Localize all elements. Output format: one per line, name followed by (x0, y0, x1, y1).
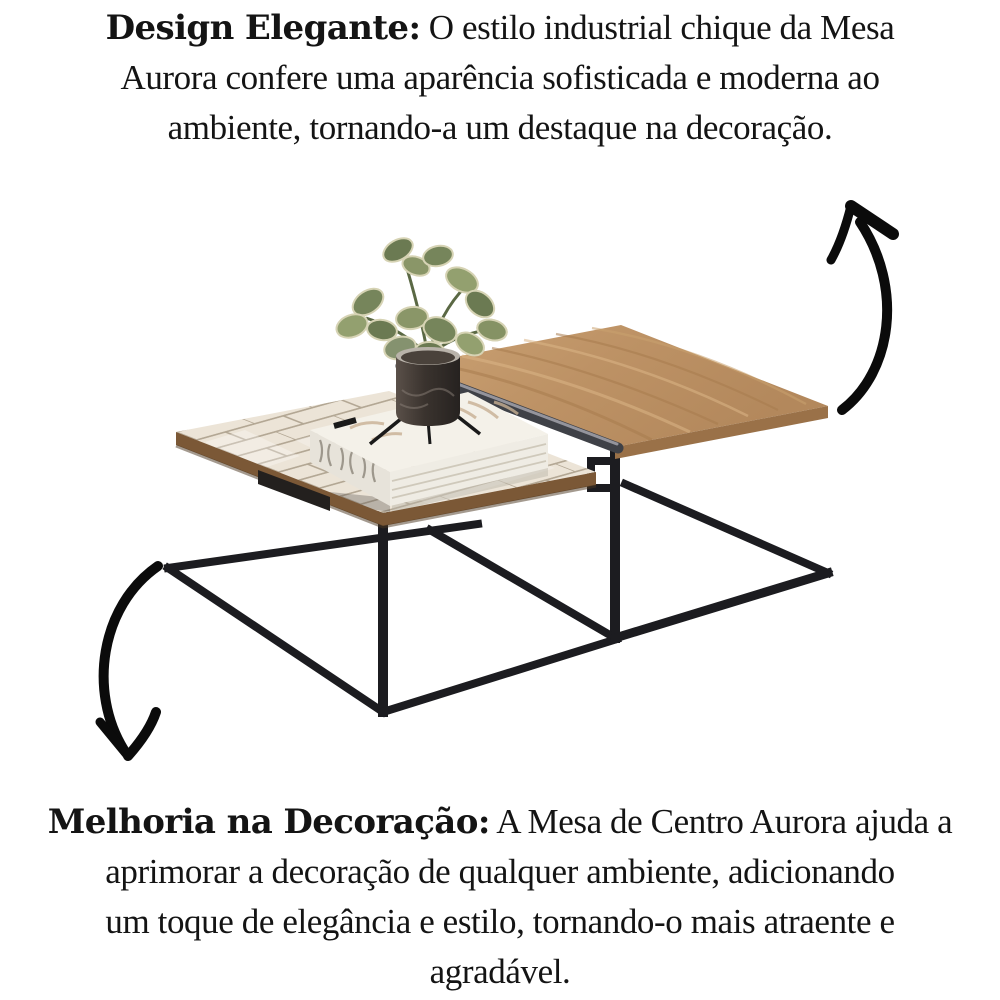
bottom-caption-line-1-rest: A Mesa de Centro Aurora ajuda a (489, 802, 953, 841)
bottom-caption-line-4: agradável. (429, 952, 571, 991)
arrow-down-head-right-barb (128, 712, 156, 756)
plant-leaves (333, 233, 509, 363)
arrow-up-head-left-barb (831, 206, 851, 260)
bottom-caption-line-1 (0, 797, 1000, 847)
arrow-up-shaft (842, 222, 887, 410)
top-caption-line-2: Aurora confere uma aparência sofisticada e moderna ao (120, 58, 880, 97)
plant-pot (396, 347, 460, 426)
bottom-caption-lead: Melhoria na Decoração: (47, 802, 490, 842)
top-caption (0, 3, 1000, 153)
bottom-caption (0, 797, 1000, 997)
top-caption-line-1-rest: O estilo industrial chique da Mesa (420, 8, 895, 47)
bottom-caption-line-3: um toque de elegância e estilo, tornando-o mais atraente e (105, 902, 895, 941)
curved-arrow-up-icon (831, 206, 893, 410)
top-caption-line-3: ambiente, tornando-a um destaque na decoração. (167, 108, 833, 147)
wood-table-ground-rail-front (615, 573, 828, 638)
curved-arrow-down-icon (100, 566, 158, 756)
top-caption-line-1 (0, 3, 1000, 53)
bottom-caption-line-2: aprimorar a decoração de qualquer ambiente, adicionando (105, 852, 895, 891)
top-caption-lead: Design Elegante: (105, 8, 421, 48)
wood-table-ground-rail-back-left (430, 530, 615, 638)
wood-table-rail-upper (625, 484, 828, 573)
tile-table-ground-rail-left (168, 568, 383, 712)
ground-rail-front (383, 639, 617, 712)
